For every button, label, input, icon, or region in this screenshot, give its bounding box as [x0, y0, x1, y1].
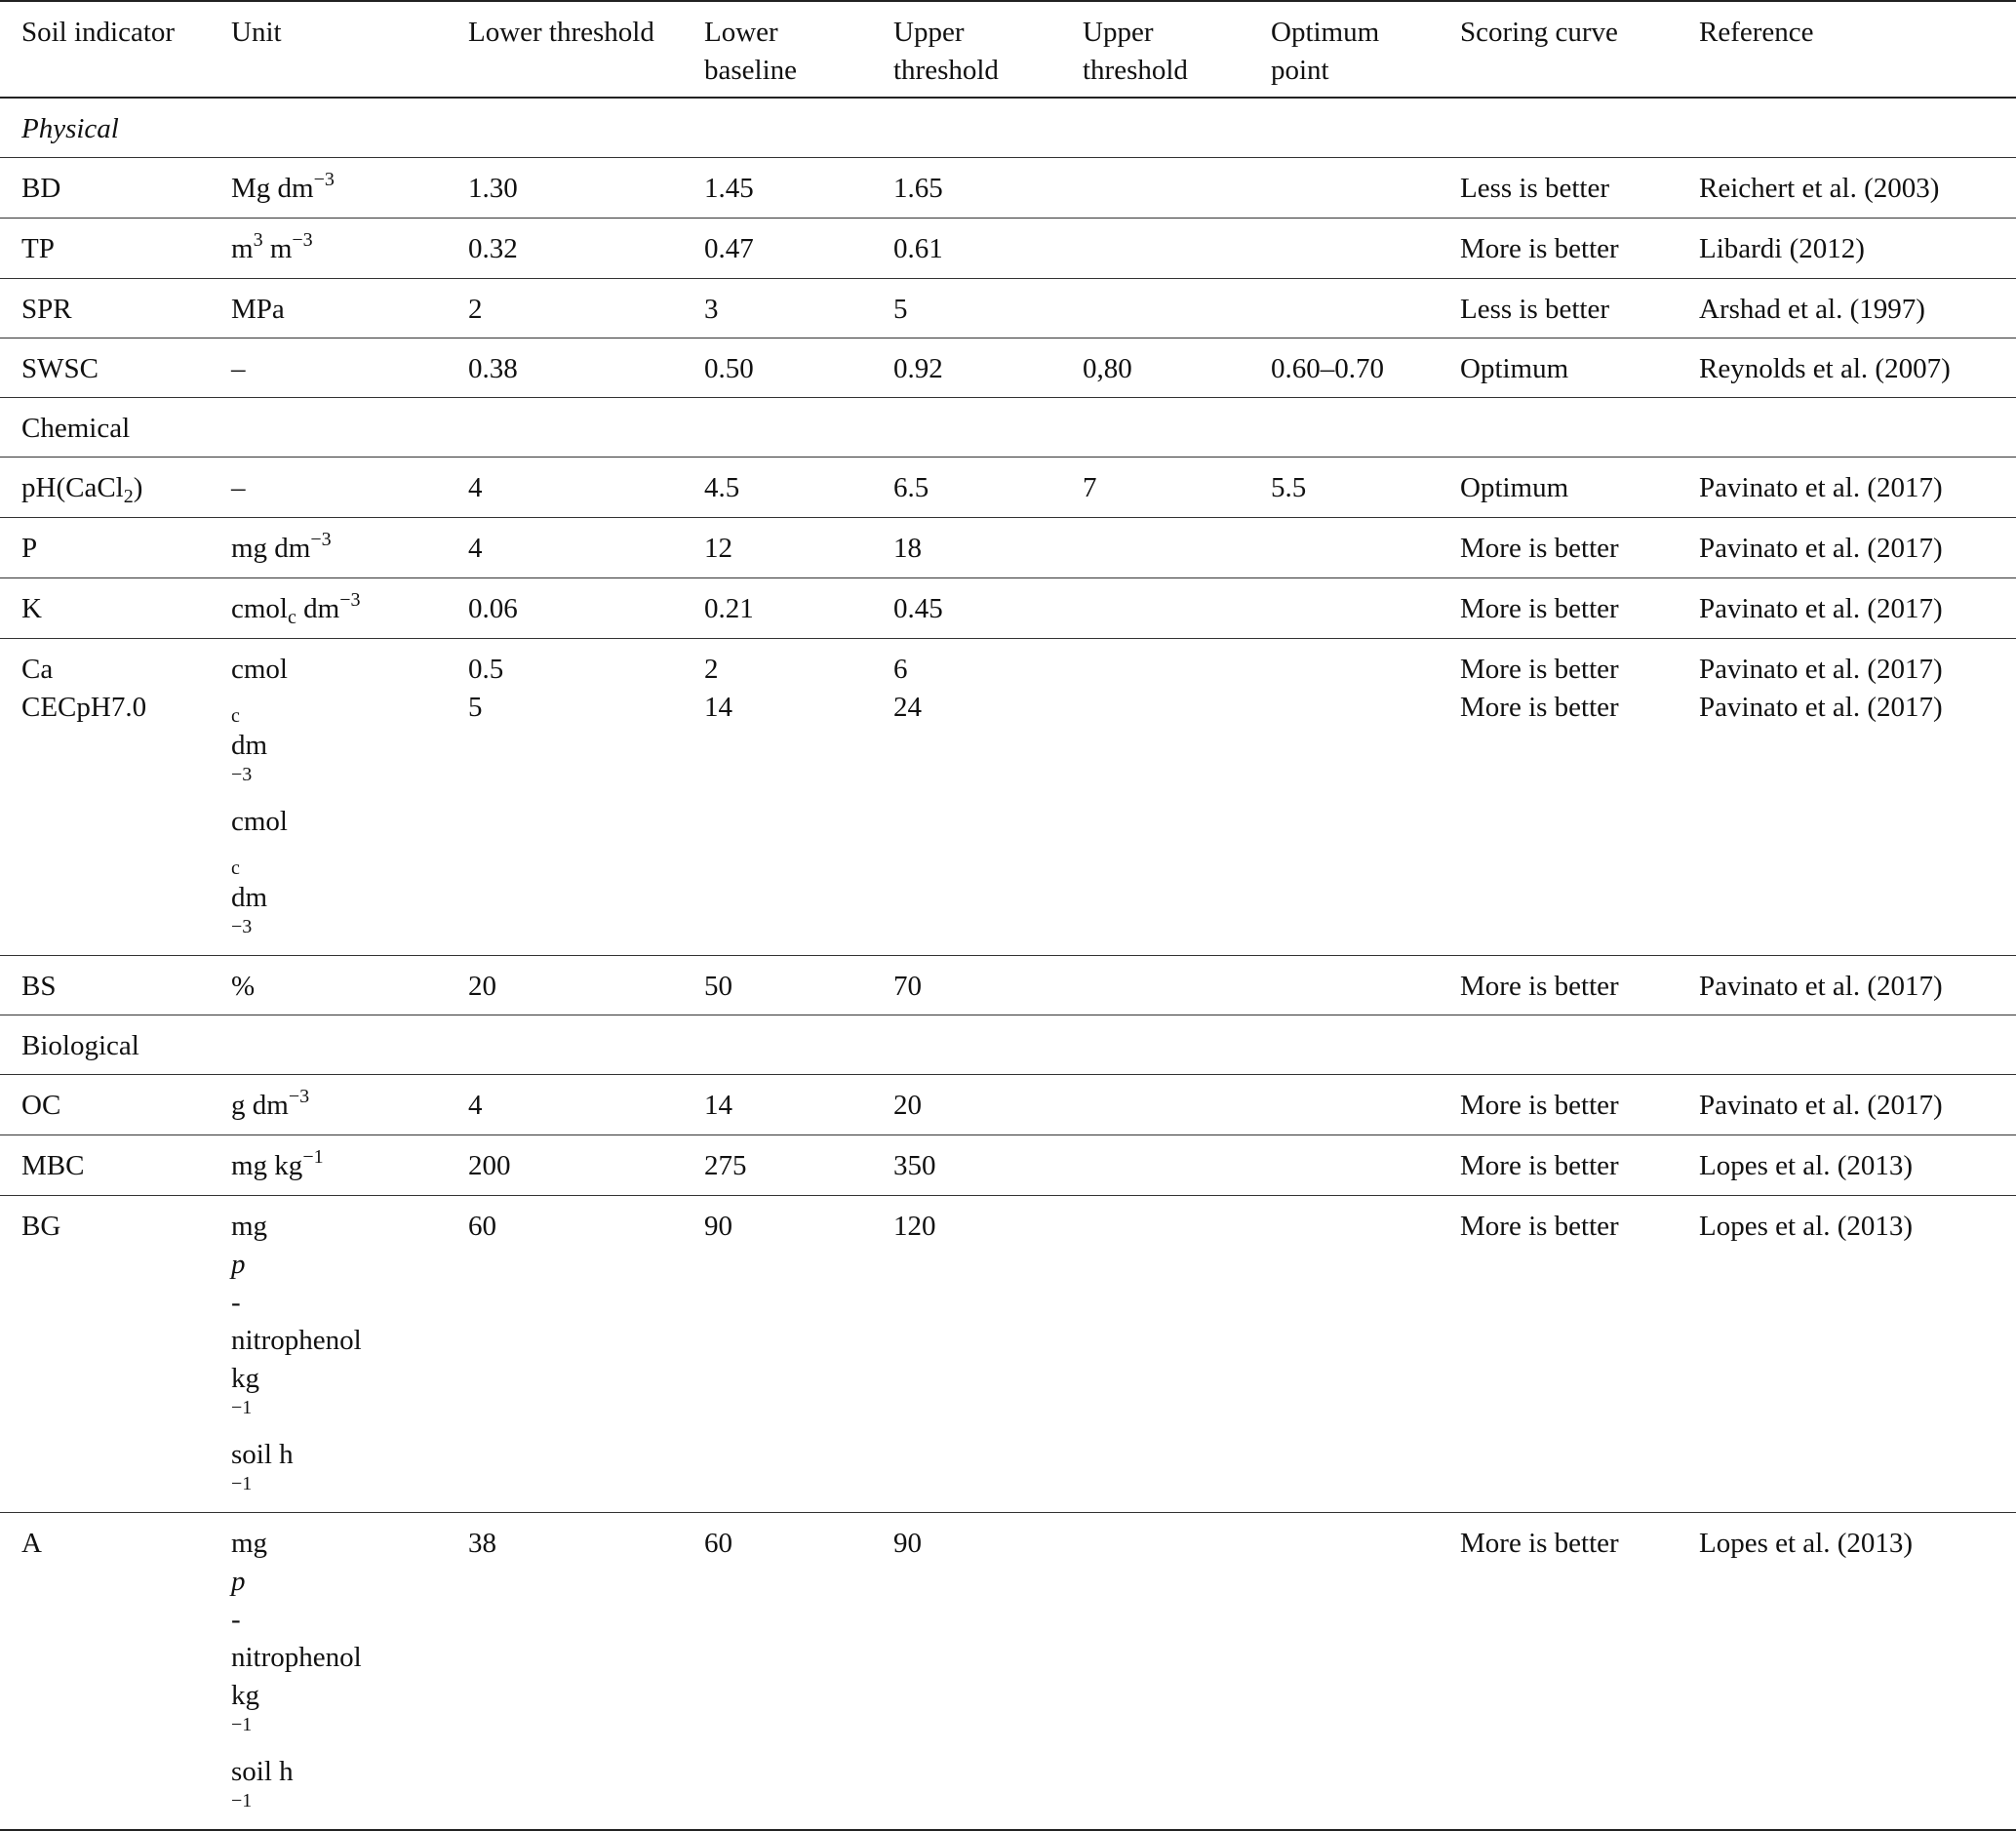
- table-row: [0, 218, 2016, 278]
- optimum-point-cell: [1249, 278, 1439, 338]
- lower-threshold-cell: 0.32: [468, 232, 518, 264]
- lower-baseline-cell: 275: [704, 1149, 747, 1181]
- lower-threshold-cell: 0.38: [468, 352, 518, 384]
- upper-threshold-cell: 6 24: [893, 653, 922, 723]
- scoring-curve-cell: More is better: [1460, 232, 1619, 264]
- header-unit: Unit: [231, 17, 282, 48]
- reference-cell: Pavinato et al. (2017) Pavinato et al. (2017): [1699, 653, 1943, 723]
- unit-cell: mg $dm^{-3}$: [231, 528, 332, 564]
- upper-threshold-cell: 5: [893, 293, 908, 325]
- reference-cell: Pavinato et al. (2017): [1699, 471, 1943, 503]
- lower-baseline-cell: 14: [704, 1089, 732, 1121]
- table-row: [0, 638, 2016, 955]
- lower-baseline-cell: 0.21: [704, 592, 754, 624]
- optimum-point-cell: [1249, 638, 1439, 955]
- unit-cell: mg p - nitrophenol kg $^{-1}$ soil h $^{-1}$: [231, 1210, 362, 1494]
- scoring-curve-cell: More is better More is better: [1460, 653, 1619, 723]
- optimum-point-cell: 5.5: [1271, 471, 1307, 503]
- unit-cell: cmol$_c$ $dm^{-3}$: [231, 588, 361, 628]
- lower-threshold-cell: 0.5 5: [468, 653, 504, 723]
- indicator-cell: MBC: [21, 1149, 85, 1181]
- scoring-curve-cell: More is better: [1460, 592, 1619, 624]
- upper-threshold-cell: 18: [893, 532, 922, 564]
- scoring-curve-cell: More is better: [1460, 970, 1619, 1002]
- lower-threshold-cell: 4: [468, 1089, 483, 1121]
- lower-baseline-cell: 0.47: [704, 232, 754, 264]
- reference-cell: Arshad et al. (1997): [1699, 293, 1925, 325]
- unit-cell: $m^3$ $m^{-3}$: [231, 228, 313, 264]
- indicator-cell: A: [21, 1527, 42, 1559]
- table-row: [0, 955, 2016, 1015]
- table-row: [0, 1074, 2016, 1134]
- table-row: [0, 517, 2016, 577]
- optimum-point-cell: [1249, 1074, 1439, 1134]
- upper-threshold-2-cell: [1061, 1074, 1249, 1134]
- upper-threshold-cell: 0.92: [893, 352, 943, 384]
- header-row: [0, 1, 2016, 98]
- section-chemical: Chemical: [21, 412, 131, 444]
- unit-cell: Mg $dm^{-3}$: [231, 168, 335, 204]
- section-row: [0, 397, 2016, 457]
- lower-threshold-cell: 4: [468, 471, 483, 503]
- upper-threshold-cell: 120: [893, 1210, 936, 1242]
- reference-cell: Pavinato et al. (2017): [1699, 592, 1943, 624]
- header-soil-indicator: Soil indicator: [21, 17, 176, 48]
- upper-threshold-2-cell: [1061, 517, 1249, 577]
- indicator-cell: P: [21, 532, 38, 564]
- indicator-cell: pH(CaCl$_2$): [21, 471, 143, 507]
- unit-cell: cmol $_c$ dm $^{-3}$ cmol $_c$ dm $^{-3}$: [231, 653, 288, 937]
- lower-baseline-cell: 90: [704, 1210, 732, 1242]
- upper-threshold-2-cell: [1061, 1512, 1249, 1830]
- optimum-point-cell: [1249, 1512, 1439, 1830]
- scoring-curve-cell: Optimum: [1460, 352, 1569, 384]
- upper-threshold-cell: 90: [893, 1527, 922, 1559]
- table-row: [0, 278, 2016, 338]
- indicator-cell: K: [21, 592, 42, 624]
- indicator-cell: SWSC: [21, 352, 99, 384]
- indicator-cell: OC: [21, 1089, 61, 1121]
- optimum-point-cell: [1249, 1195, 1439, 1512]
- upper-threshold-2-cell: [1061, 278, 1249, 338]
- table-row: [0, 157, 2016, 218]
- lower-threshold-cell: 1.30: [468, 172, 518, 204]
- optimum-point-cell: [1249, 955, 1439, 1015]
- header-reference: Reference: [1699, 17, 1814, 48]
- scoring-curve-cell: More is better: [1460, 532, 1619, 564]
- lower-baseline-cell: 50: [704, 970, 732, 1002]
- scoring-curve-cell: More is better: [1460, 1149, 1619, 1181]
- upper-threshold-2-cell: 7: [1083, 471, 1097, 503]
- optimum-point-cell: [1249, 218, 1439, 278]
- unit-cell: MPa: [231, 293, 285, 325]
- table-row: [0, 1195, 2016, 1512]
- lower-threshold-cell: 38: [468, 1527, 496, 1559]
- lower-baseline-cell: 12: [704, 532, 732, 564]
- upper-threshold-2-cell: 0,80: [1083, 352, 1132, 384]
- section-row: [0, 1015, 2016, 1074]
- lower-threshold-cell: 2: [468, 293, 483, 325]
- section-physical: Physical: [21, 113, 119, 144]
- lower-baseline-cell: 4.5: [704, 471, 740, 503]
- upper-threshold-2-cell: [1061, 955, 1249, 1015]
- header-lower-baseline: Lower baseline: [704, 17, 798, 86]
- scoring-curve-cell: Less is better: [1460, 172, 1610, 204]
- section-row: [0, 98, 2016, 157]
- scoring-curve-cell: More is better: [1460, 1210, 1619, 1242]
- upper-threshold-2-cell: [1061, 157, 1249, 218]
- indicator-cell: BD: [21, 172, 61, 204]
- upper-threshold-cell: 1.65: [893, 172, 943, 204]
- reference-cell: Reichert et al. (2003): [1699, 172, 1940, 204]
- indicator-cell: TP: [21, 232, 55, 264]
- unit-cell: –: [231, 471, 246, 503]
- upper-threshold-cell: 70: [893, 970, 922, 1002]
- upper-threshold-cell: 6.5: [893, 471, 929, 503]
- reference-cell: Pavinato et al. (2017): [1699, 970, 1943, 1002]
- table-row: [0, 338, 2016, 397]
- unit-cell: –: [231, 352, 246, 384]
- reference-cell: Reynolds et al. (2007): [1699, 352, 1951, 384]
- indicator-cell: BS: [21, 970, 57, 1002]
- lower-threshold-cell: 20: [468, 970, 496, 1002]
- header-upper-threshold: Upper threshold: [893, 17, 999, 86]
- reference-cell: Libardi (2012): [1699, 232, 1865, 264]
- upper-threshold-cell: 0.45: [893, 592, 943, 624]
- scoring-curve-cell: More is better: [1460, 1089, 1619, 1121]
- scoring-curve-cell: More is better: [1460, 1527, 1619, 1559]
- lower-baseline-cell: 60: [704, 1527, 732, 1559]
- unit-cell: g $dm^{-3}$: [231, 1085, 310, 1121]
- indicator-cell: BG: [21, 1210, 61, 1242]
- table-row: [0, 457, 2016, 517]
- section-biological: Biological: [21, 1029, 139, 1061]
- upper-threshold-cell: 0.61: [893, 232, 943, 264]
- upper-threshold-2-cell: [1061, 1134, 1249, 1195]
- header-optimum-point: Optimum point: [1271, 17, 1380, 86]
- optimum-point-cell: [1249, 577, 1439, 638]
- lower-threshold-cell: 200: [468, 1149, 511, 1181]
- table-row: [0, 577, 2016, 638]
- reference-cell: Lopes et al. (2013): [1699, 1527, 1914, 1559]
- scoring-curve-cell: Optimum: [1460, 471, 1569, 503]
- lower-threshold-cell: 60: [468, 1210, 496, 1242]
- lower-baseline-cell: 3: [704, 293, 719, 325]
- upper-threshold-cell: 350: [893, 1149, 936, 1181]
- optimum-point-cell: [1249, 517, 1439, 577]
- lower-threshold-cell: 0.06: [468, 592, 518, 624]
- optimum-point-cell: 0.60–0.70: [1271, 352, 1384, 384]
- indicator-cell: SPR: [21, 293, 72, 325]
- lower-threshold-cell: 4: [468, 532, 483, 564]
- table-row: [0, 1134, 2016, 1195]
- header-scoring-curve: Scoring curve: [1460, 17, 1618, 48]
- reference-cell: Lopes et al. (2013): [1699, 1149, 1914, 1181]
- lower-baseline-cell: 1.45: [704, 172, 754, 204]
- unit-cell: %: [231, 970, 256, 1002]
- table-row: [0, 1512, 2016, 1830]
- reference-cell: Pavinato et al. (2017): [1699, 532, 1943, 564]
- lower-baseline-cell: 2 14: [704, 653, 732, 723]
- upper-threshold-2-cell: [1061, 1195, 1249, 1512]
- reference-cell: Pavinato et al. (2017): [1699, 1089, 1943, 1121]
- upper-threshold-2-cell: [1061, 218, 1249, 278]
- upper-threshold-2-cell: [1061, 638, 1249, 955]
- reference-cell: Lopes et al. (2013): [1699, 1210, 1914, 1242]
- lower-baseline-cell: 0.50: [704, 352, 754, 384]
- unit-cell: mg p - nitrophenol kg $^{-1}$ soil h $^{-1}$: [231, 1527, 362, 1811]
- unit-cell: mg $kg^{-1}$: [231, 1145, 324, 1181]
- header-lower-threshold: Lower threshold: [468, 17, 654, 48]
- optimum-point-cell: [1249, 1134, 1439, 1195]
- optimum-point-cell: [1249, 157, 1439, 218]
- upper-threshold-cell: 20: [893, 1089, 922, 1121]
- scoring-curve-cell: Less is better: [1460, 293, 1610, 325]
- header-upper-threshold-2: Upper threshold: [1083, 17, 1188, 86]
- indicator-cell: Ca CECpH7.0: [21, 653, 147, 723]
- upper-threshold-2-cell: [1061, 577, 1249, 638]
